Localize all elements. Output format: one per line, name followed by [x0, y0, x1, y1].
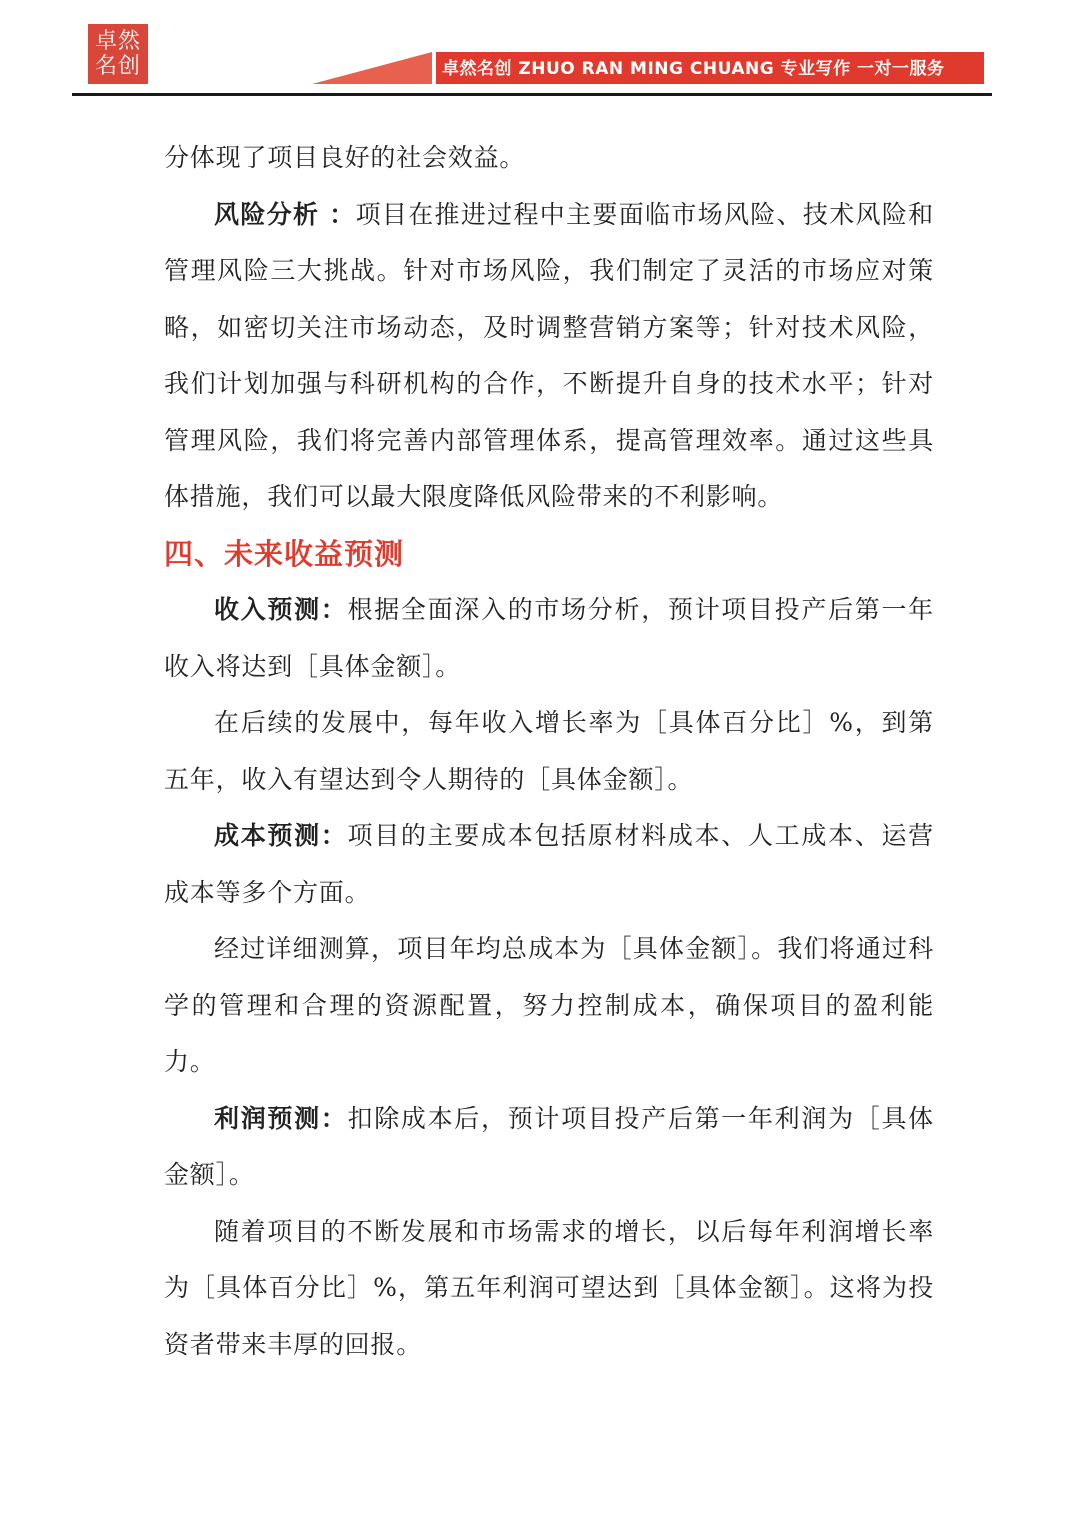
cost-forecast-label: 成本预测： [214, 821, 348, 850]
document-body [164, 130, 934, 1373]
section-heading: 四、未来收益预测 [164, 536, 405, 571]
header-divider [72, 93, 992, 96]
paragraph-income-growth: 在后续的发展中，每年收入增长率为［具体百分比］%，到第五年，收入有望达到令人期待的［具体金额］。 [164, 708, 934, 794]
profit-forecast-text: 扣除成本后，预计项目投产后第一年利润为［具体金额］。 [164, 1103, 934, 1189]
paragraph-social-benefit: 分体现了项目良好的社会效益。 [164, 143, 526, 172]
income-forecast-label: 收入预测： [214, 595, 348, 624]
paragraph-profit-forecast [164, 1091, 934, 1204]
page-header [0, 0, 1080, 110]
risk-analysis-text: 项目在推进过程中主要面临市场风险、技术风险和管理风险三大挑战。针对市场风险，我们制定了灵活的市场应对策略，如密切关注市场动态，及时调整营销方案等；针对技术风险，我们计划加强与科研机构的合作，不断提升自身的技术水平；针对管理风险，我们将完善内部管理体系，提高管理效率。通过这些具体措施，我们可以最大限度降低风险带来的不利影响。 [164, 199, 934, 511]
cost-forecast-text: 项目的主要成本包括原材料成本、人工成本、运营成本等多个方面。 [164, 821, 934, 907]
paragraph-risk-analysis [164, 187, 934, 526]
header-banner-text: 卓然名创 ZHUO RAN MING CHUANG 专业写作 一对一服务 [442, 59, 945, 79]
paragraph-cost-forecast [164, 808, 934, 921]
logo-line-2: 名创 [94, 54, 141, 79]
logo-line-1: 卓然 [94, 29, 141, 54]
paragraph-cost-detail: 经过详细测算，项目年均总成本为［具体金额］。我们将通过科学的管理和合理的资源配置，努力控制成本，确保项目的盈利能力。 [164, 934, 934, 1076]
paragraph-profit-growth: 随着项目的不断发展和市场需求的增长，以后每年利润增长率为［具体百分比］%，第五年利润可望达到［具体金额］。这将为投资者带来丰厚的回报。 [164, 1216, 934, 1359]
risk-analysis-label: 风险分析 ： [214, 199, 356, 229]
profit-forecast-label: 利润预测： [214, 1103, 348, 1133]
paragraph-income-forecast [164, 582, 934, 695]
income-forecast-text: 根据全面深入的市场分析，预计项目投产后第一年收入将达到［具体金额］。 [164, 595, 934, 681]
